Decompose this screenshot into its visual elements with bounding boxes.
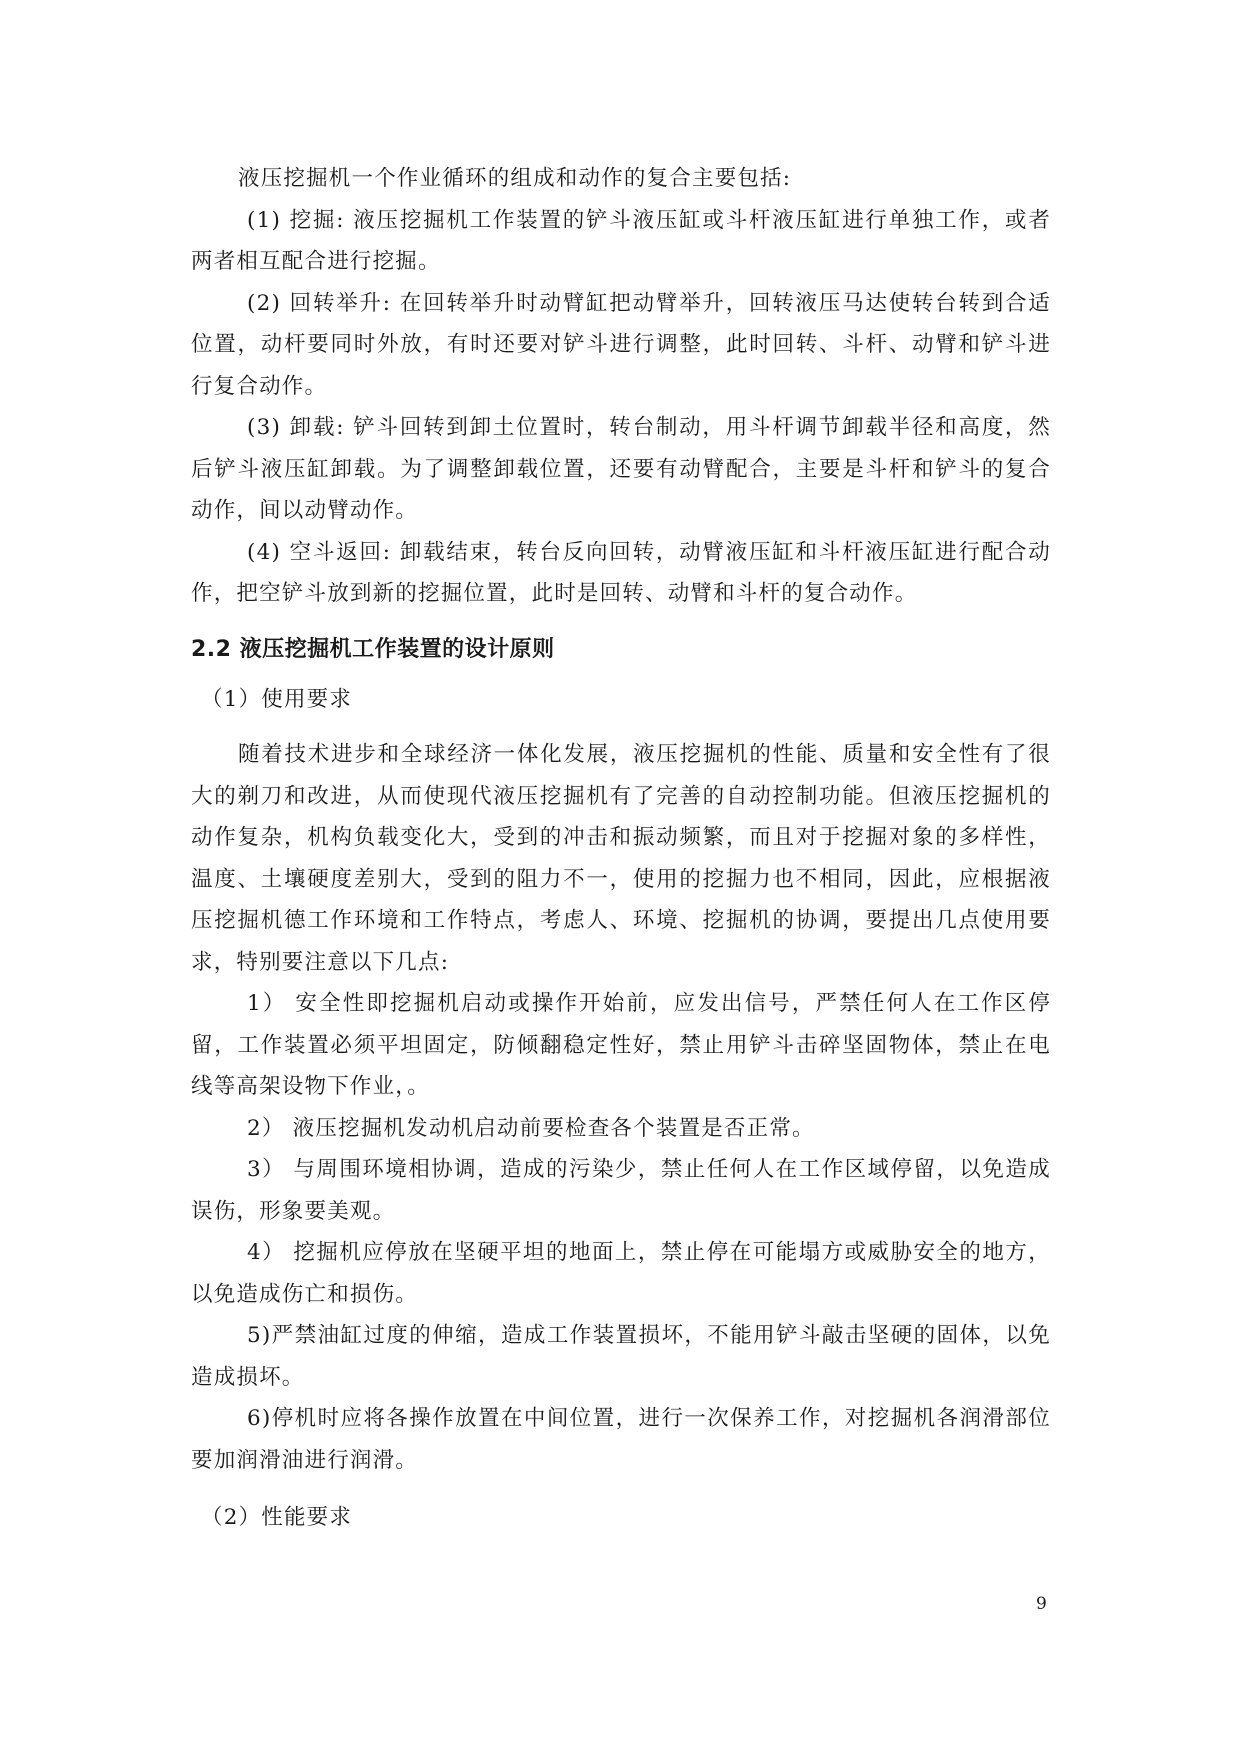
cycle-item-dig: (1) 挖掘: 液压挖掘机工作装置的铲斗液压缸或斗杆液压缸进行单独工作，或者两者相互配合进行挖掘。 (191, 207, 1051, 274)
cycle-item-return: (4) 空斗返回: 卸载结束，转台反向回转，动臂液压缸和斗杆液压缸进行配合动作，把空铲斗放到新的挖掘位置，此时是回转、动臂和斗杆的复合动作。 (191, 539, 1051, 606)
requirement-item-5: 5)严禁油缸过度的伸缩，造成工作装置损坏，不能用铲斗敲击坚硬的固体，以免造成损坏。 (191, 1323, 1051, 1390)
cycle-item-swing-lift: (2) 回转举升: 在回转举升时动臂缸把动臂举升，回转液压马达使转台转到合适位置，动杆要同时外放，有时还要对铲斗进行调整，此时回转、斗杆、动臂和铲斗进行复合动作。 (191, 290, 1051, 399)
body-paragraph: 随着技术进步和全球经济一体化发展，液压挖掘机的性能、质量和安全性有了很大的剃刀和改进，从而使现代液压挖掘机有了完善的自动控制功能。但液压挖掘机的动作复杂，机构负载变化大，受到的冲击和振动频繁，而且对于挖掘对象的多样性，温度、土壤硬度差别大，受到的阻力不一，使用的挖掘力也不相同，因此，应根据液压挖掘机德工作环境和工作特点，考虑人、环境、挖掘机的协调，要提出几点使用要求，特别要注意以下几点: (191, 742, 1051, 975)
section-heading: 2.2 液压挖掘机工作装置的设计原则 (191, 636, 555, 662)
requirement-item-4: 4） 挖掘机应停放在坚硬平坦的地面上，禁止停在可能塌方或威胁安全的地方，以免造成伤亡和损伤。 (191, 1240, 1051, 1307)
cycle-item-unload: (3) 卸载: 铲斗回转到卸土位置时，转台制动，用斗杆调节卸载半径和高度，然后铲斗液压缸卸载。为了调整卸载位置，还要有动臂配合，主要是斗杆和铲斗的复合动作，间以动臂动作。 (191, 415, 1051, 523)
requirement-item-2: 2） 液压挖掘机发动机启动前要检查各个装置是否正常。 (247, 1115, 815, 1141)
sub-heading-performance: （2）性能要求 (201, 1505, 353, 1530)
requirement-item-3: 3） 与周围环境相协调，造成的污染少，禁止任何人在工作区域停留，以免造成误伤，形象要美观。 (191, 1157, 1051, 1224)
page-number: 9 (1036, 1594, 1047, 1614)
intro-paragraph: 液压挖掘机一个作业循环的组成和动作的复合主要包括: (238, 166, 792, 191)
requirement-item-1: 1） 安全性即挖掘机启动或操作开始前，应发出信号，严禁任何人在工作区停留，工作装置必须平坦固定，防倾翻稳定性好，禁止用铲斗击碎坚固物体，禁止在电线等高架设物下作业，。 (191, 991, 1051, 1099)
page-content (191, 158, 1051, 1553)
sub-heading-usage: （1）使用要求 (201, 686, 353, 712)
requirement-item-6: 6)停机时应将各操作放置在中间位置，进行一次保养工作，对挖掘机各润滑部位要加润滑油进行润滑。 (191, 1406, 1051, 1473)
